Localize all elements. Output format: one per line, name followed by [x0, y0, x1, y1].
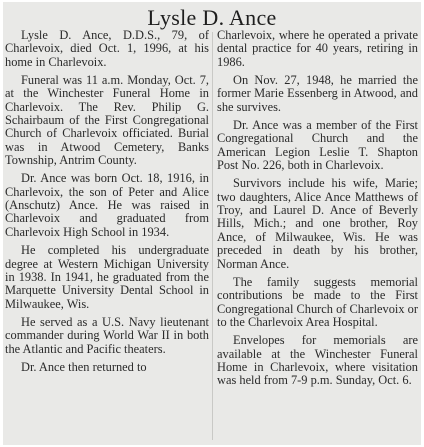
paragraph: On Nov. 27, 1948, he married the former Marie Essenberg in Atwood, and she survives.	[217, 73, 418, 114]
paragraph: Envelopes for memorials are available at the Winchester Funeral Home in Charlevoix, where visitation was held from 7-9 p.m. Sunday, Oct. 6.	[217, 333, 418, 388]
headline: Lysle D. Ance	[147, 5, 277, 30]
paragraph: The family suggests memorial contributions be made to the First Congregational Church of Charlevoix or to the Charlevoix Area Hospital.	[217, 274, 418, 329]
paragraph: Dr. Ance was a member of the First Congregational Church and the American Legion Leslie T. Shapton Post No. 226, both in Charlevoix.	[217, 118, 418, 173]
column-divider	[212, 32, 213, 440]
column-right	[217, 29, 418, 393]
paragraph: Charlevoix, where he operated a private dental practice for 40 years, retiring in 1986.	[217, 28, 418, 69]
paragraph: Lysle D. Ance, D.D.S., 79, of Charlevoix, died Oct. 1, 1996, at his home in Charlevoix.	[5, 28, 209, 69]
paragraph: He completed his undergraduate degree at Western Michigan University in 1938. In 1941, he graduated from the Marquette University Dental School in Milwaukee, Wis.	[5, 243, 209, 311]
paragraph: Funeral was 11 a.m. Monday, Oct. 7, at the Winchester Funeral Home in Charlevoix. The Rev. Philip G. Schairbaum of the First Congregational Church of Charlevoix officiated. Burial was in Atwood Cemetery, Banks Township, Antrim County.	[5, 73, 209, 168]
paragraph: Dr. Ance then returned to	[21, 359, 147, 374]
paragraph: He served as a U.S. Navy lieutenant commander during World War II in both the Atlantic and Pacific theaters.	[5, 314, 209, 356]
column-left	[5, 29, 209, 379]
paragraph: Dr. Ance was born Oct. 18, 1916, in Charlevoix, the son of Peter and Alice (Anschutz) Ance. He was raised in Charlevoix and graduated from Charlevoix High School in 1934.	[5, 171, 209, 239]
paragraph: Survivors include his wife, Marie; two daughters, Alice Ance Matthews of Troy, and Laurel D. Ance of Beverly Hills, Mich.; and one brother, Roy Ance, of Milwaukee, Wis. He was preceded in death by his brother, Norman Ance.	[217, 176, 418, 271]
obituary-clipping	[3, 2, 421, 445]
